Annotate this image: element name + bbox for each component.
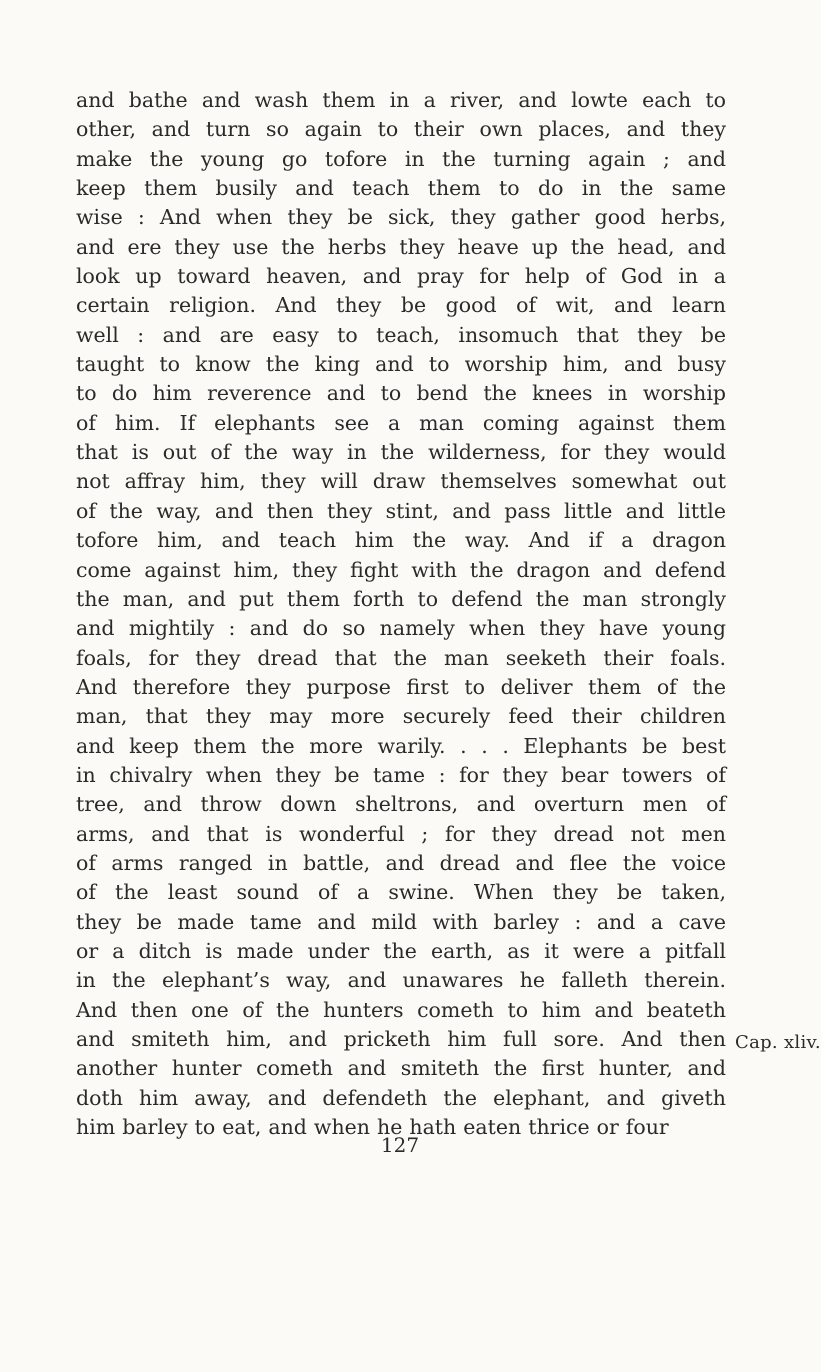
text-line: doth him away, and defendeth the elephant, and giveth <box>76 1085 726 1110</box>
text-line: of arms ranged in battle, and dread and flee the voice <box>76 850 726 875</box>
text-line: come against him, they fight with the dragon and defend <box>76 557 726 582</box>
text-line: or a ditch is made under the earth, as it were a pitfall <box>76 938 726 963</box>
text-line: make the young go tofore in the turning again ; and <box>76 146 726 171</box>
text-line: tofore him, and teach him the way. And if a dragon <box>76 528 726 553</box>
text-line: the man, and put them forth to defend the man strongly <box>76 586 726 611</box>
text-line: other, and turn so again to their own places, and they <box>76 117 726 142</box>
text-line: and keep them the more warily. . . . Elephants be best <box>76 733 726 758</box>
text-line: in chivalry when they be tame : for they bear towers of <box>76 762 726 787</box>
text-line: wise : And when they be sick, they gather good herbs, <box>76 205 726 230</box>
body-text <box>76 86 726 1142</box>
text-line: they be made tame and mild with barley : and a cave <box>76 909 726 934</box>
text-line: of the least sound of a swine. When they be taken, <box>76 880 726 905</box>
text-line: man, that they may more securely feed their children <box>76 704 726 729</box>
text-line: and smiteth him, and pricketh him full sore. And then <box>76 1027 726 1051</box>
text-line: and ere they use the herbs they heave up the head, and <box>76 234 726 259</box>
text-line: And then one of the hunters cometh to him and beateth <box>76 997 726 1022</box>
chapter-marginal-note: Cap. xliv. <box>735 1032 821 1053</box>
text-line: in the elephant’s way, and unawares he falleth therein. <box>76 968 726 993</box>
page-number: 127 <box>380 1133 420 1157</box>
text-line: that is out of the way in the wilderness, for they would <box>76 440 726 465</box>
text-line: keep them busily and teach them to do in the same <box>76 176 726 201</box>
text-line: And therefore they purpose first to deliver them of the <box>76 674 726 699</box>
text-line: not affray him, they will draw themselves somewhat out <box>76 469 726 494</box>
text-line: to do him reverence and to bend the knees in worship <box>76 381 726 406</box>
text-line: and bathe and wash them in a river, and lowte each to <box>76 88 726 112</box>
text-line: look up toward heaven, and pray for help of God in a <box>76 264 726 289</box>
text-line: well : and are easy to teach, insomuch that they be <box>76 322 726 347</box>
text-line: foals, for they dread that the man seeketh their foals. <box>76 645 726 670</box>
text-line: of the way, and then they stint, and pass little and little <box>76 498 726 523</box>
text-line: another hunter cometh and smiteth the first hunter, and <box>76 1056 726 1081</box>
text-line: tree, and throw down sheltrons, and overturn men of <box>76 792 726 817</box>
text-line: taught to know the king and to worship him, and busy <box>76 352 726 377</box>
text-line: arms, and that is wonderful ; for they dread not men <box>76 821 726 846</box>
text-line: of him. If elephants see a man coming against them <box>76 410 726 435</box>
text-line: certain religion. And they be good of wit, and learn <box>76 293 726 318</box>
text-line: him barley to eat, and when he hath eaten thrice or four <box>76 1115 669 1140</box>
text-line: and mightily : and do so namely when they have young <box>76 616 726 641</box>
